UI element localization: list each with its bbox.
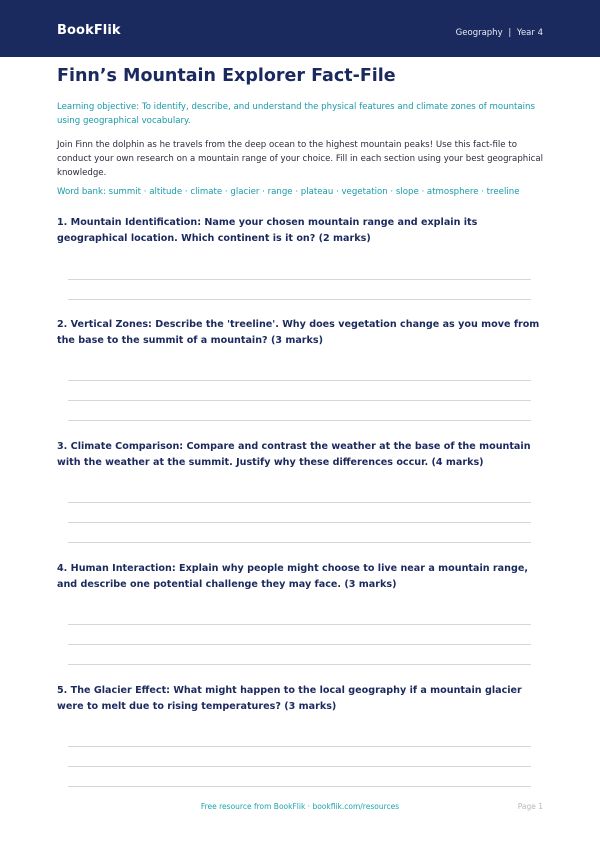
- intro-paragraph: Join Finn the dolphin as he travels from the deep ocean to the highest mountain peaks! Use this fact-file to conduct your own research on a mountain range of your choice. Fill in each section using your best geographical knowledge.: [57, 140, 543, 178]
- answer-line[interactable]: [68, 522, 531, 523]
- subject-year-label: [456, 28, 543, 38]
- answer-line[interactable]: [68, 746, 531, 747]
- question-3: 3. Climate Comparison: Compare and contrast the weather at the base of the mountain with the weather at the summit. Justify why these differences occur. (4 marks): [57, 441, 531, 468]
- question-4: 4. Human Interaction: Explain why people might choose to live near a mountain range, and describe one potential challenge they may face. (3 marks): [57, 563, 528, 590]
- learning-objective: Learning objective: To identify, describe, and understand the physical features and climate zones of mountains using geographical vocabulary.: [57, 102, 535, 126]
- question-2: 2. Vertical Zones: Describe the 'treeline'. Why does vegetation change as you move from the base to the summit of a mountain? (3 marks): [57, 319, 540, 346]
- answer-line[interactable]: [68, 624, 531, 625]
- question-5: 5. The Glacier Effect: What might happen to the local geography if a mountain glacier were to melt due to rising temperatures? (3 marks): [57, 685, 522, 712]
- meta-separator: |: [508, 28, 512, 38]
- answer-line[interactable]: [68, 380, 531, 381]
- answer-line[interactable]: [68, 542, 531, 543]
- question-1: 1. Mountain Identification: Name your chosen mountain range and explain its geographical location. Which continent is it on? (2 marks): [57, 217, 478, 244]
- word-bank: Word bank: summit · altitude · climate · glacier · range · plateau · vegetation · slope · atmosphere · treeline: [57, 187, 520, 197]
- footer-link[interactable]: Free resource from BookFlik · bookflik.com/resources: [200, 802, 400, 811]
- answer-line[interactable]: [68, 279, 531, 280]
- answer-line[interactable]: [68, 766, 531, 767]
- subject-label: Geography: [455, 28, 503, 38]
- answer-line[interactable]: [68, 299, 531, 300]
- answer-line[interactable]: [68, 664, 531, 665]
- answer-line[interactable]: [68, 786, 531, 787]
- answer-line[interactable]: [68, 400, 531, 401]
- brand-logo[interactable]: BookFlik: [57, 23, 121, 38]
- page-header: [0, 0, 600, 57]
- answer-line[interactable]: [68, 644, 531, 645]
- year-label: Year 4: [516, 28, 543, 38]
- page-title: Finn’s Mountain Explorer Fact-File: [57, 66, 396, 86]
- answer-line[interactable]: [68, 420, 531, 421]
- page-number: Page 1: [517, 802, 543, 811]
- answer-line[interactable]: [68, 502, 531, 503]
